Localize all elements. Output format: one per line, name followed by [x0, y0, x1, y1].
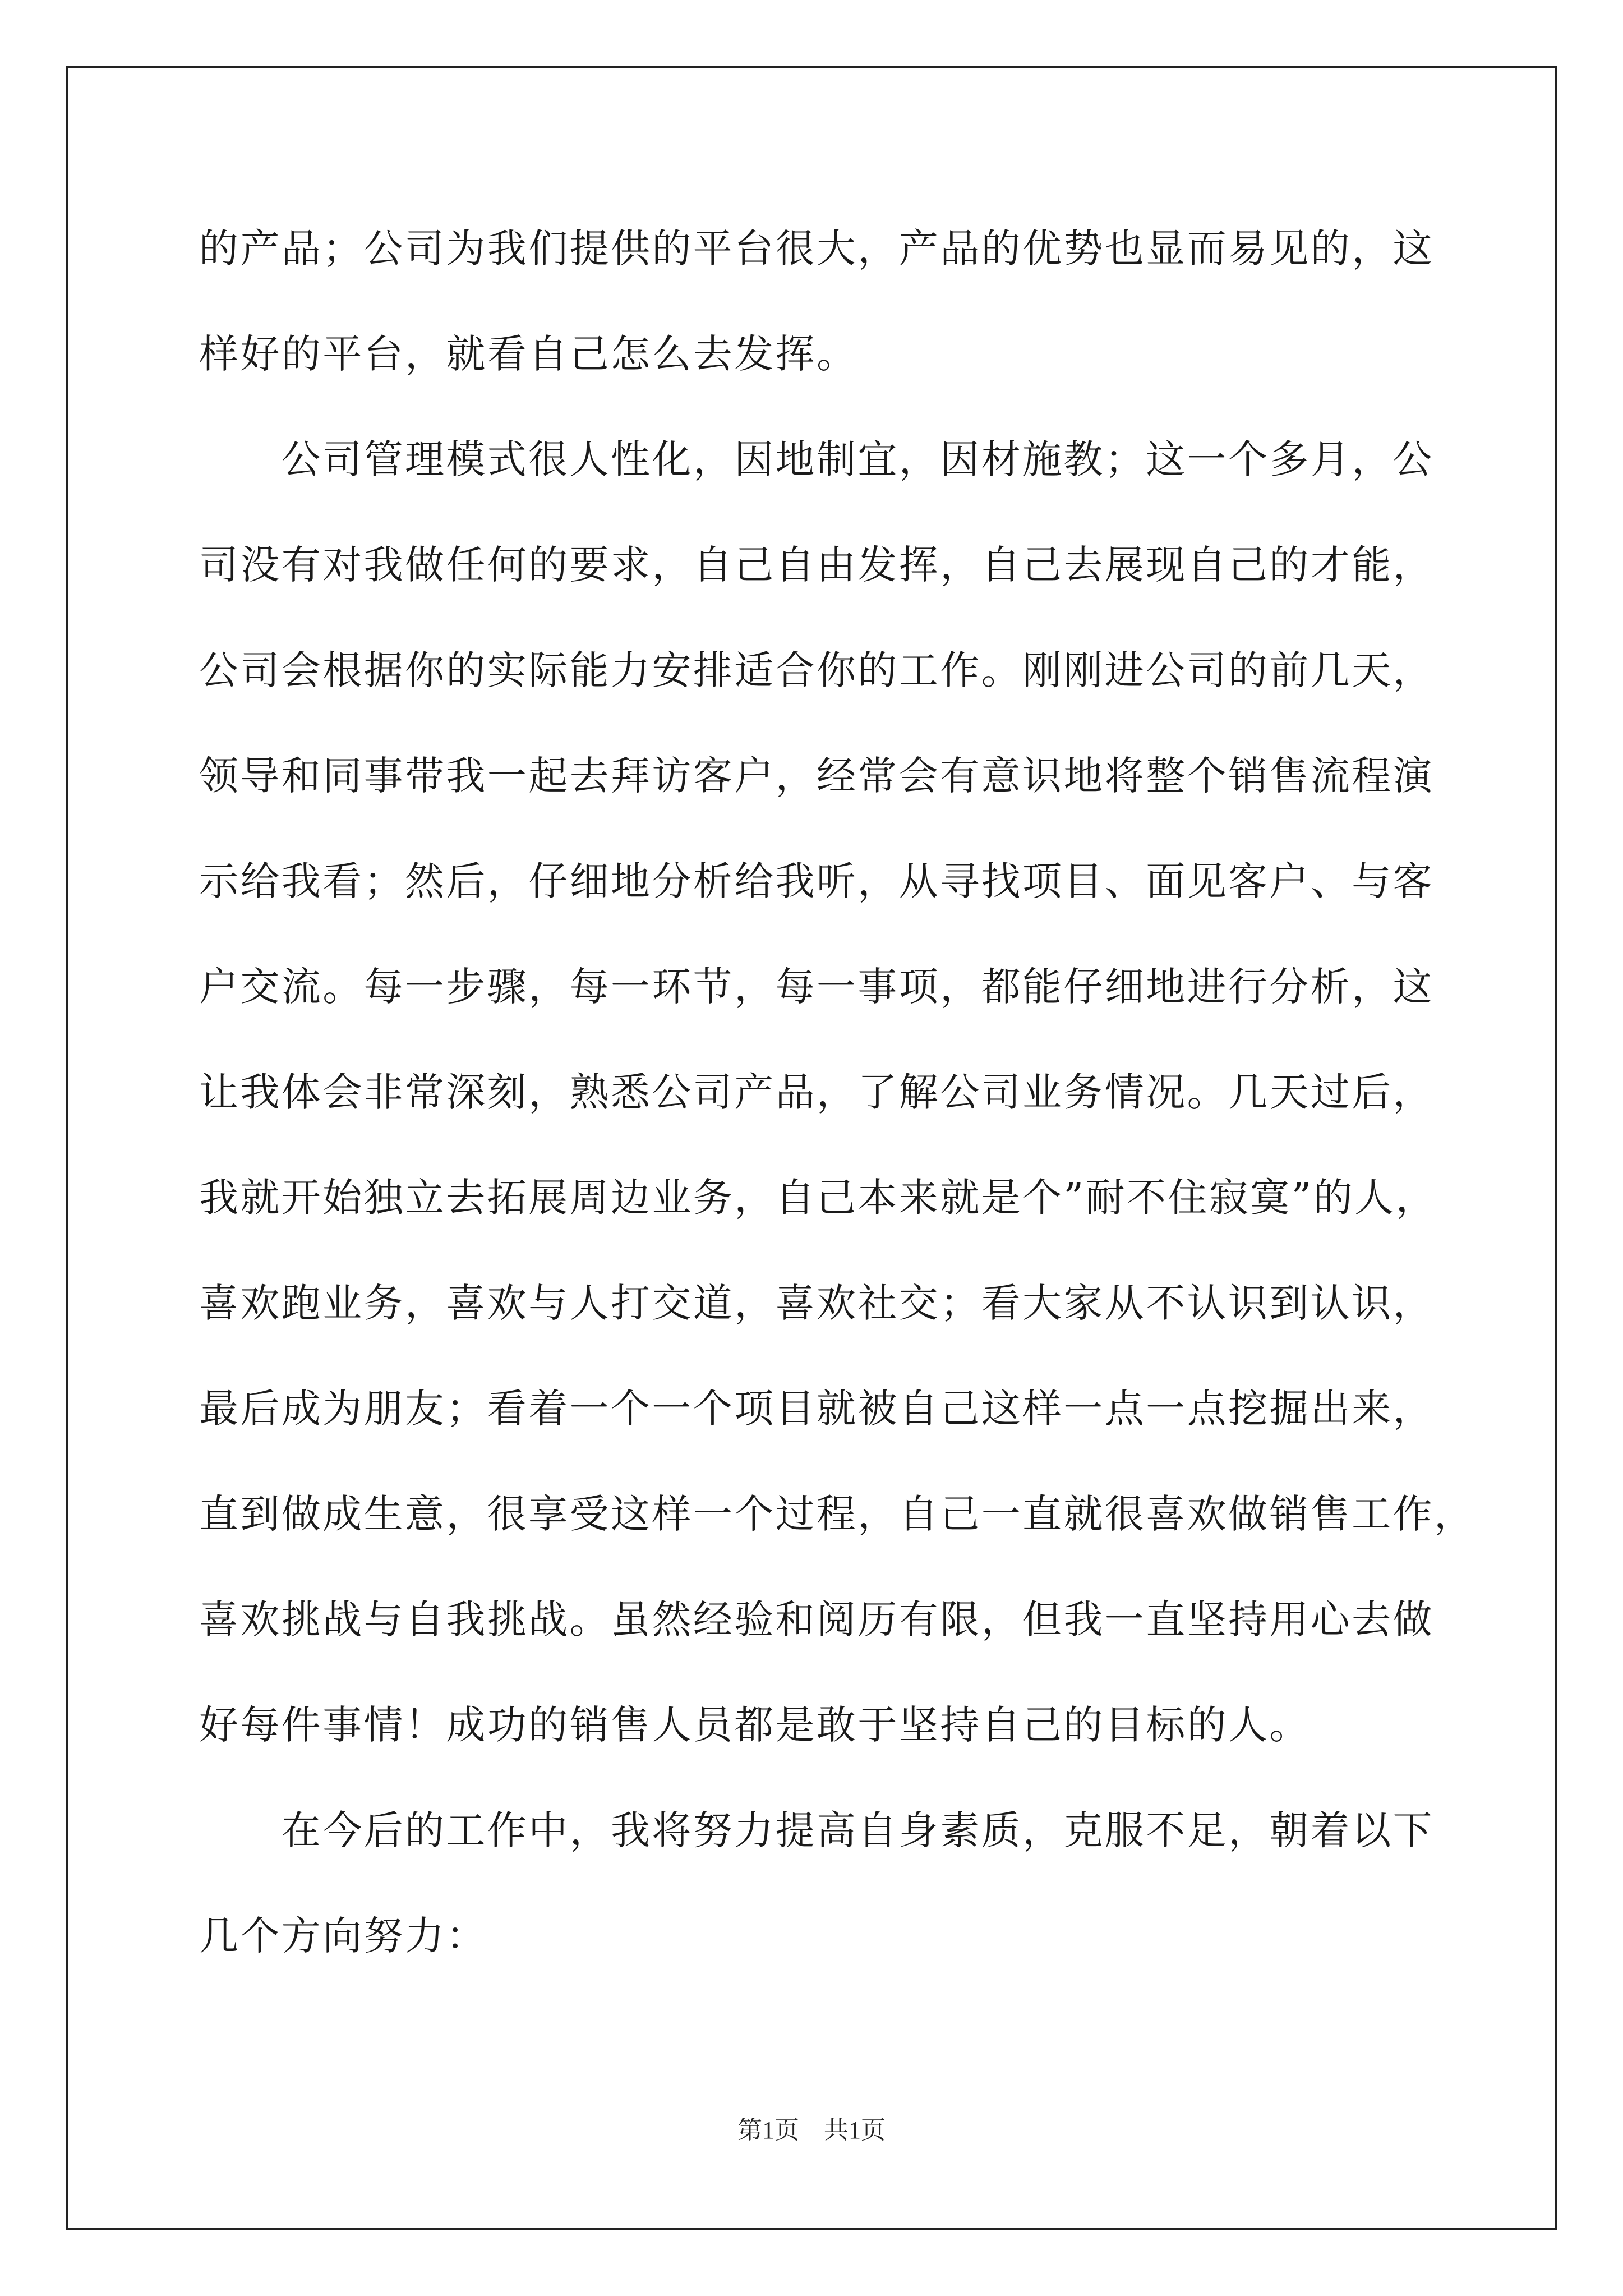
- text-line: 样好的平台，就看自己怎么去发挥。: [199, 331, 858, 377]
- text-line: 公司会根据你的实际能力安排适合你的工作。刚刚进公司的前几天，: [199, 647, 1434, 693]
- text-line: 在今后的工作中，我将努力提高自身素质，克服不足，朝着以下: [199, 1807, 1434, 1853]
- text-line: 喜欢挑战与自我挑战。虽然经验和阅历有限，但我一直坚持用心去做: [199, 1596, 1434, 1642]
- text-line: 公司管理模式很人性化，因地制宜，因材施教；这一个多月，公: [199, 436, 1434, 482]
- text-line: 直到做成生意，很享受这样一个过程，自己一直就很喜欢做销售工作，: [199, 1491, 1476, 1537]
- text-line: 最后成为朋友；看着一个一个项目就被自己这样一点一点挖掘出来，: [199, 1386, 1434, 1432]
- text-line: 的产品；公司为我们提供的平台很大，产品的优势也显而易见的，这: [199, 226, 1434, 272]
- text-line: 示给我看；然后，仔细地分析给我听，从寻找项目、面见客户、与客: [199, 858, 1434, 904]
- text-line: 让我体会非常深刻，熟悉公司产品，了解公司业务情况。几天过后，: [199, 1069, 1434, 1115]
- page-border: [66, 66, 1557, 2230]
- text-line: 户交流。每一步骤，每一环节，每一事项，都能仔细地进行分析，这: [199, 964, 1434, 1010]
- text-line: 几个方向努力：: [199, 1913, 487, 1959]
- text-line: 领导和同事带我一起去拜访客户，经常会有意识地将整个销售流程演: [199, 753, 1434, 799]
- text-line: 喜欢跑业务，喜欢与人打交道，喜欢社交；看大家从不认识到认识，: [199, 1280, 1434, 1326]
- text-line: 我就开始独立去拓展周边业务，自己本来就是个”耐不住寂寞”的人，: [199, 1175, 1437, 1221]
- page-footer: 第1页 共1页: [737, 2116, 886, 2144]
- text-line: 好每件事情！成功的销售人员都是敢于坚持自己的目标的人。: [199, 1702, 1311, 1748]
- text-line: 司没有对我做任何的要求，自己自由发挥，自己去展现自己的才能，: [199, 542, 1434, 588]
